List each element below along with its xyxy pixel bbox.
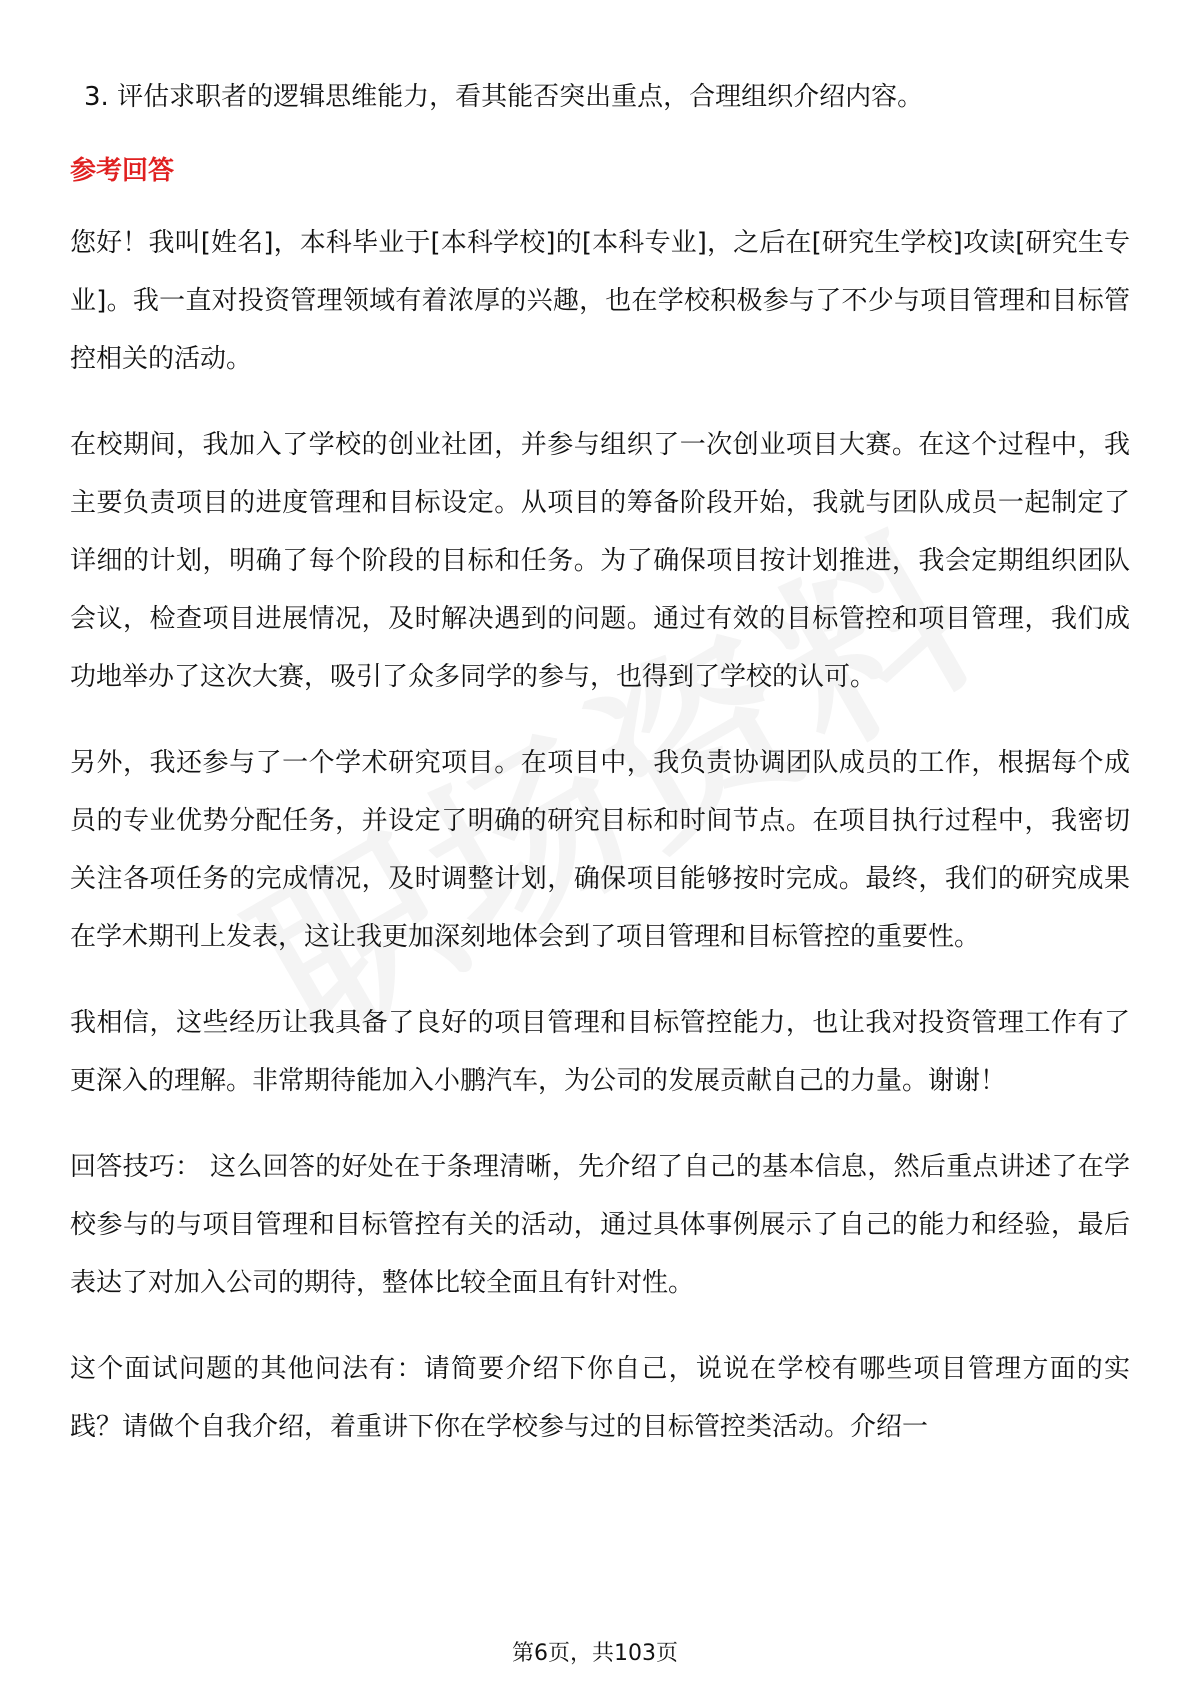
paragraph-research-experience: 另外，我还参与了一个学术研究项目。在项目中，我负责协调团队成员的工作，根据每个成员的专业优势分配任务，并设定了明确的研究目标和时间节点。在项目执行过程中，我密切关注各项任务的完成情况，及时调整计划，确保项目能够按时完成。最终，我们的研究成果在学术期刊上发表，这让我更加深刻地体会到了项目管理和目标管控的重要性。 bbox=[70, 748, 1130, 952]
paragraph-intro: 您好！我叫[姓名]，本科毕业于[本科学校]的[本科专业]，之后在[研究生学校]攻读[研究生专业]。我一直对投资管理领域有着浓厚的兴趣，也在学校积极参与了不少与项目管理和目标管控相关的活动。 bbox=[70, 228, 1130, 374]
paragraph-club-experience: 在校期间，我加入了学校的创业社团，并参与组织了一次创业项目大赛。在这个过程中，我主要负责项目的进度管理和目标设定。从项目的筹备阶段开始，我就与团队成员一起制定了详细的计划，明确了每个阶段的目标和任务。为了确保项目按计划推进，我会定期组织团队会议，检查项目进展情况，及时解决遇到的问题。通过有效的目标管控和项目管理，我们成功地举办了这次大赛，吸引了众多同学的参与，也得到了学校的认可。 bbox=[70, 430, 1130, 692]
page-number: 第6页，共103页 bbox=[512, 1641, 678, 1666]
document-body bbox=[70, 68, 1130, 1456]
paragraph-alternative-questions: 这个面试问题的其他问法有：请简要介绍下你自己，说说在学校有哪些项目管理方面的实践？请做个自我介绍，着重讲下你在学校参与过的目标管控类活动。介绍一 bbox=[70, 1354, 1130, 1442]
paragraph-answer-tips: 回答技巧： 这么回答的好处在于条理清晰，先介绍了自己的基本信息，然后重点讲述了在学校参与的与项目管理和目标管控有关的活动，通过具体事例展示了自己的能力和经验，最后表达了对加入公司的期待，整体比较全面且有针对性。 bbox=[70, 1152, 1130, 1298]
section-heading: 参考回答 bbox=[70, 156, 175, 186]
paragraph-conclusion: 我相信，这些经历让我具备了良好的项目管理和目标管控能力，也让我对投资管理工作有了更深入的理解。非常期待能加入小鹏汽车，为公司的发展贡献自己的力量。谢谢！ bbox=[70, 1008, 1130, 1096]
list-item-3: 3. 评估求职者的逻辑思维能力，看其能否突出重点，合理组织介绍内容。 bbox=[84, 82, 924, 112]
